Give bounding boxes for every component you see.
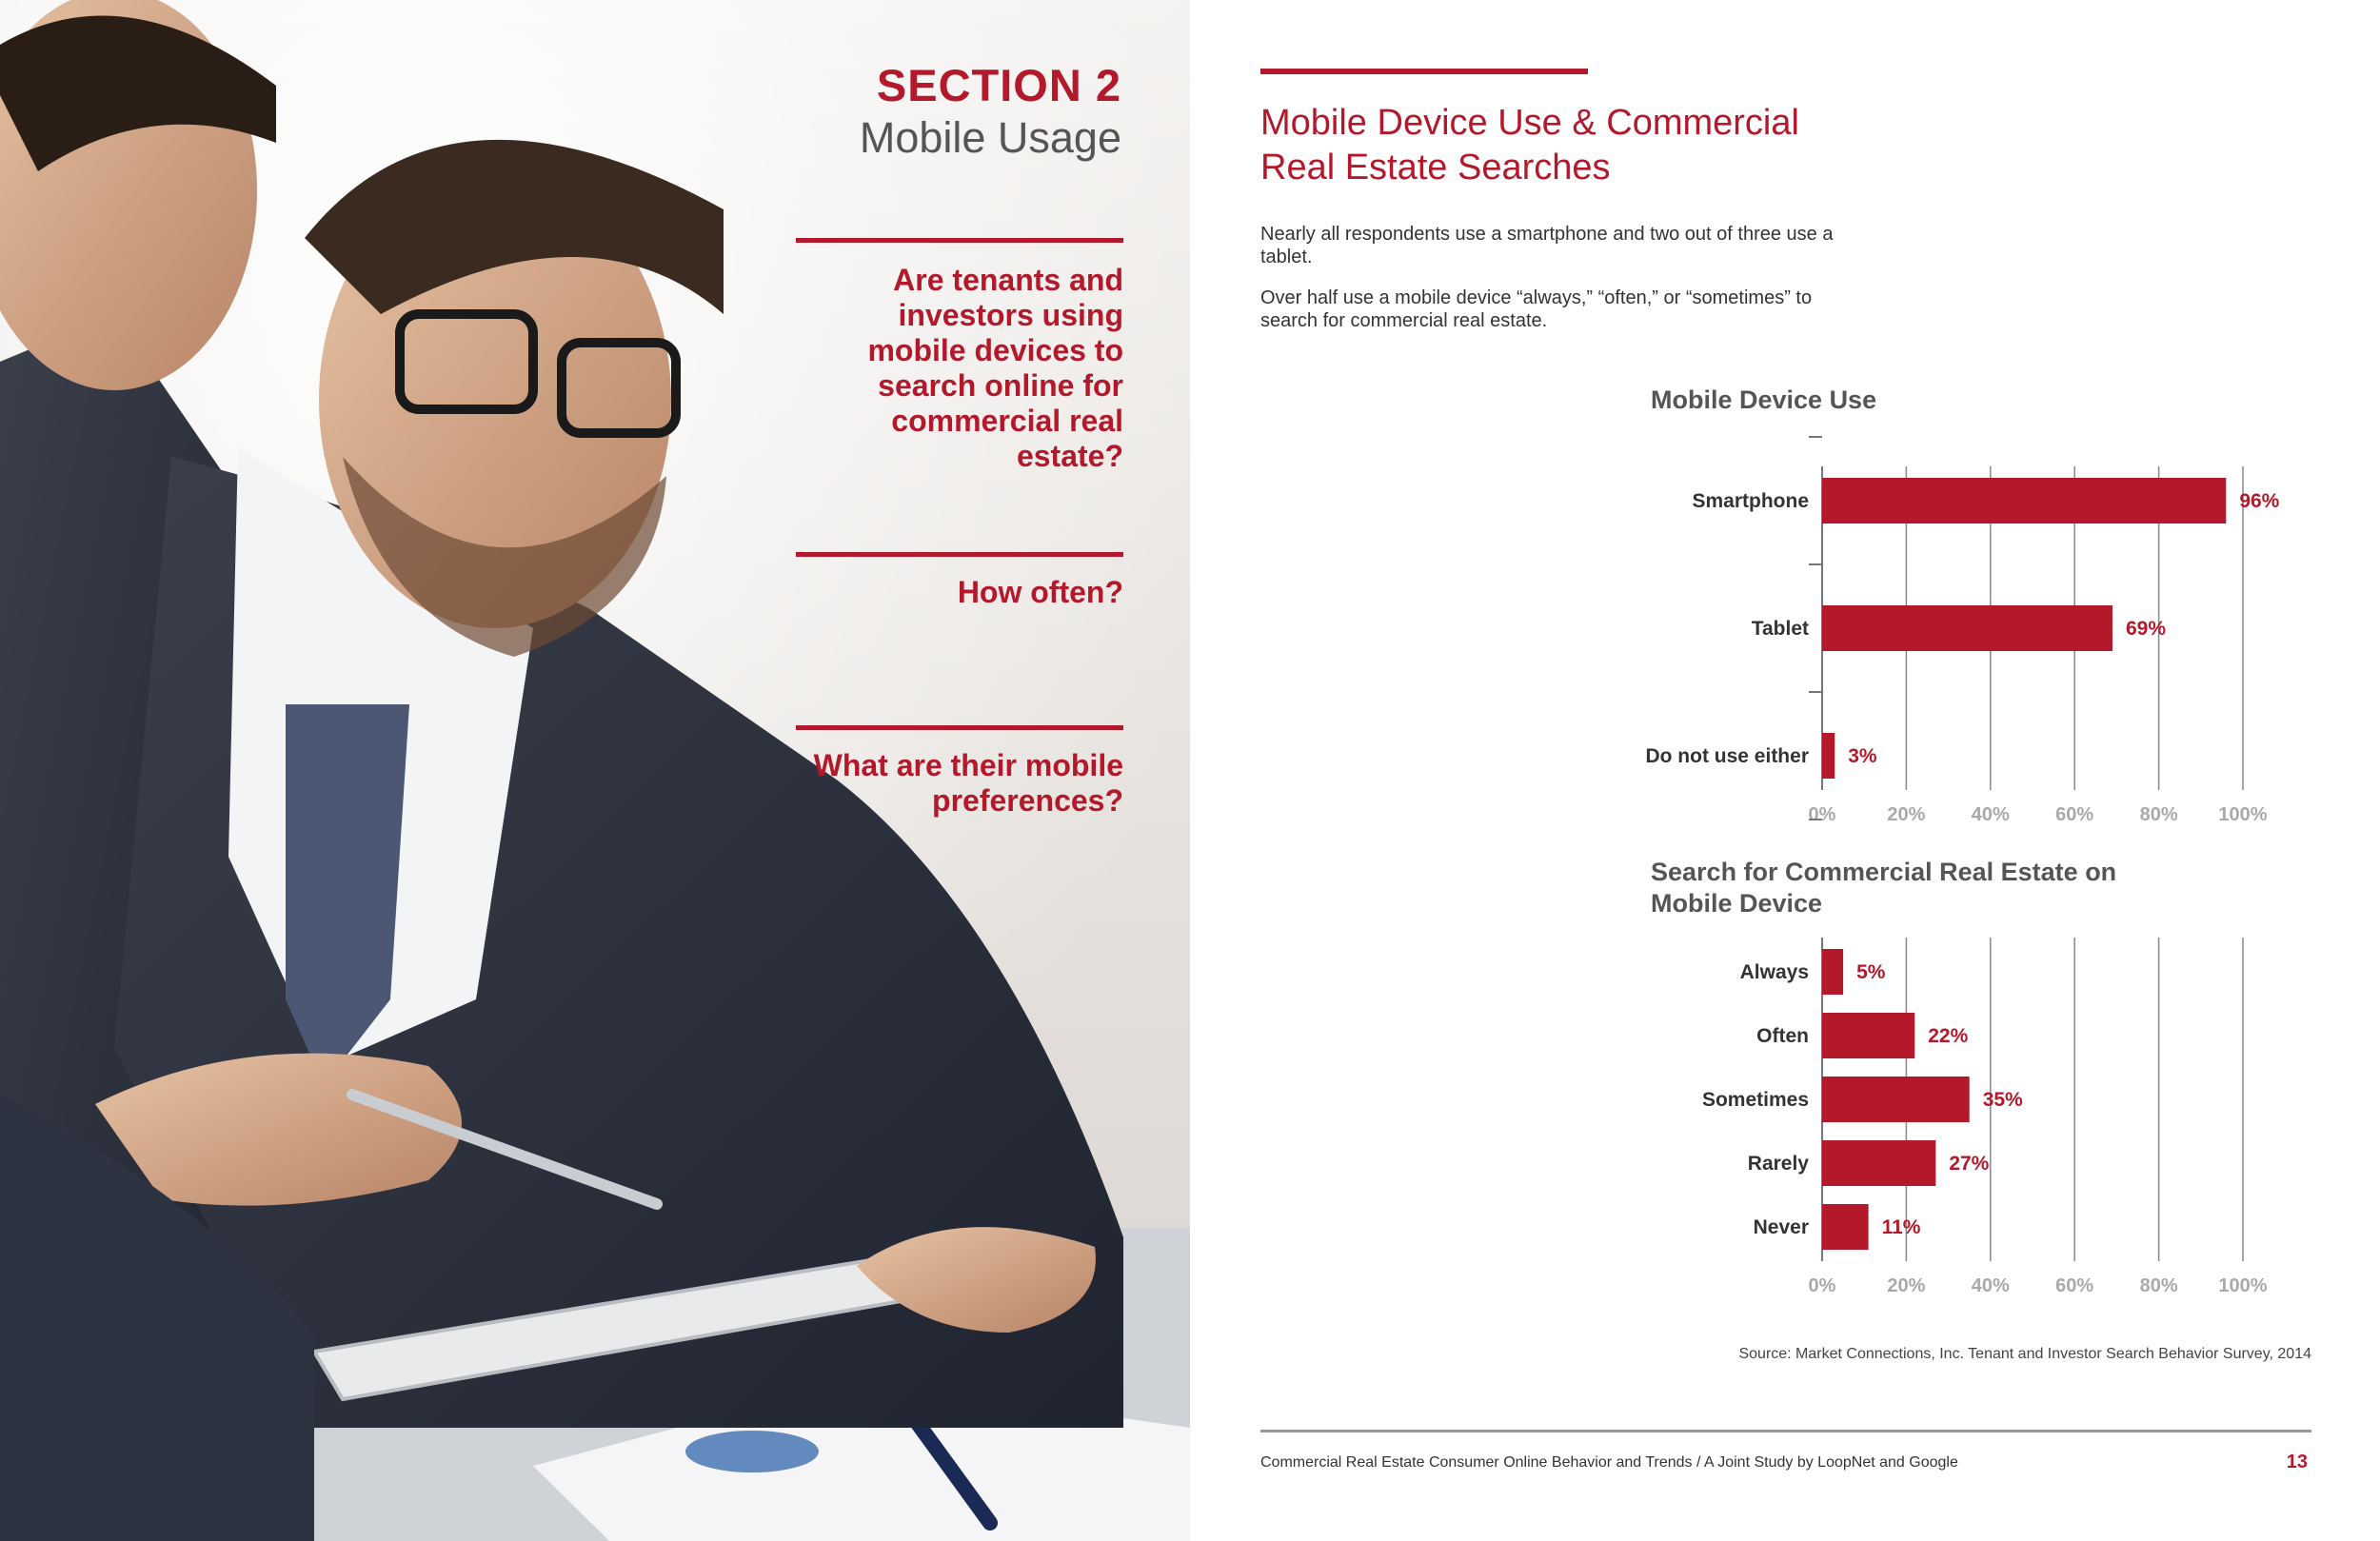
category-label: Never bbox=[1753, 1216, 1809, 1238]
x-tick-label: 60% bbox=[2055, 1275, 2094, 1296]
bar bbox=[1822, 949, 1843, 995]
bar bbox=[1822, 1140, 1935, 1186]
chart2-title: Search for Commercial Real Estate on Mobile Device bbox=[1651, 858, 2117, 918]
source-note: Source: Market Connections, Inc. Tenant and Investor Search Behavior Survey, 2014 bbox=[1738, 1346, 2311, 1362]
intro-paragraph-1: Nearly all respondents use a smartphone and two out of three use a tablet. bbox=[1260, 224, 1834, 267]
x-tick-label: 20% bbox=[1887, 1275, 1926, 1296]
category-label: Often bbox=[1756, 1025, 1809, 1047]
data-label: 35% bbox=[1982, 1089, 2023, 1111]
page-number: 13 bbox=[2286, 1452, 2308, 1472]
x-tick-label: 80% bbox=[2139, 804, 2178, 825]
x-tick-label: 40% bbox=[1971, 804, 2010, 825]
data-label: 27% bbox=[1949, 1153, 1990, 1175]
x-tick-label: 0% bbox=[1808, 1275, 1836, 1296]
footer-text: Commercial Real Estate Consumer Online Behavior and Trends / A Joint Study by LoopNet and Google bbox=[1260, 1454, 1958, 1471]
data-label: 5% bbox=[1856, 961, 1886, 983]
question-2: How often? bbox=[957, 575, 1123, 609]
data-label: 69% bbox=[2125, 618, 2167, 640]
chart1-title: Mobile Device Use bbox=[1651, 385, 1877, 414]
x-tick-label: 0% bbox=[1808, 804, 1836, 825]
section-title: Mobile Usage bbox=[859, 113, 1121, 162]
x-tick-label: 80% bbox=[2139, 1275, 2178, 1296]
bar bbox=[1822, 1077, 1970, 1122]
x-tick-label: 40% bbox=[1971, 1275, 2010, 1296]
category-label: Rarely bbox=[1747, 1153, 1809, 1175]
footer-rule bbox=[1260, 1430, 2311, 1432]
x-tick-label: 60% bbox=[2055, 804, 2094, 825]
bar bbox=[1822, 1204, 1869, 1250]
x-tick-label: 100% bbox=[2218, 1275, 2268, 1296]
category-label: Do not use either bbox=[1645, 745, 1809, 767]
x-tick-label: 20% bbox=[1887, 804, 1926, 825]
category-label: Smartphone bbox=[1692, 490, 1809, 512]
data-label: 96% bbox=[2239, 490, 2280, 512]
data-label: 11% bbox=[1881, 1216, 1921, 1238]
category-label: Tablet bbox=[1751, 618, 1809, 640]
data-label: 22% bbox=[1928, 1025, 1969, 1047]
question-1: Are tenants and investors using mobile devices to search online for commercial real estate? bbox=[867, 263, 1123, 473]
x-tick-label: 100% bbox=[2218, 804, 2268, 825]
page-title: Mobile Device Use & Commercial Real Estate Searches bbox=[1260, 103, 1799, 188]
section-number: SECTION 2 bbox=[876, 60, 1121, 110]
question-3: What are their mobile preferences? bbox=[813, 748, 1123, 818]
category-label: Always bbox=[1739, 961, 1809, 983]
category-label: Sometimes bbox=[1701, 1089, 1809, 1111]
bar bbox=[1822, 1013, 1914, 1058]
data-label: 3% bbox=[1848, 745, 1877, 767]
intro-paragraph-2: Over half use a mobile device “always,” “often,” or “sometimes” to search for commercial real estate. bbox=[1260, 287, 1813, 331]
